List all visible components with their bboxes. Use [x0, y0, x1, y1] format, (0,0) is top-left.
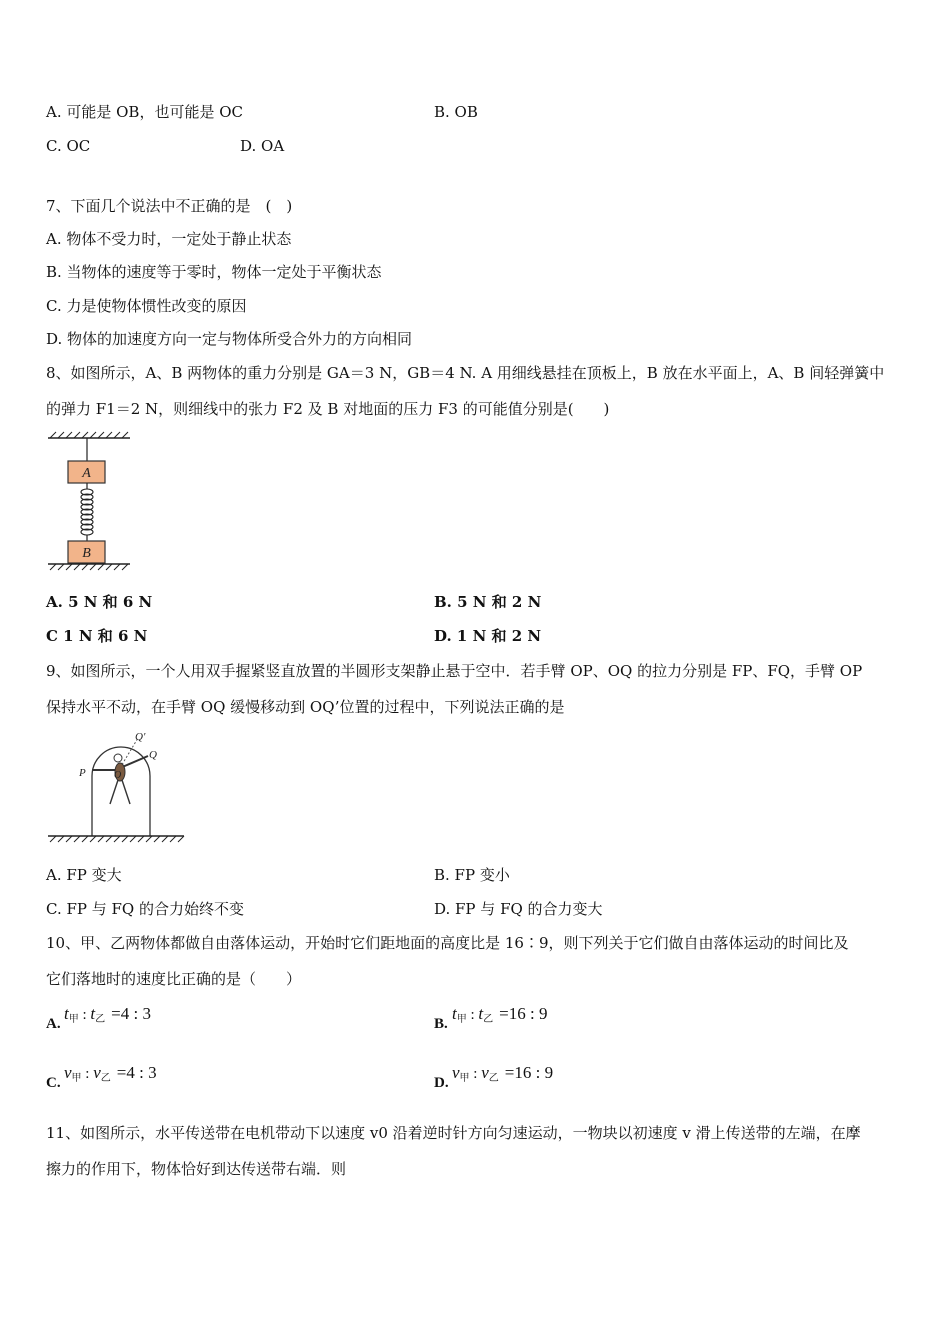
q11-stem-line2: 擦力的作用下，物体恰好到达传送带右端．则	[46, 1160, 347, 1178]
q10-option-d-label: D.	[434, 1075, 449, 1091]
label-q: Q	[149, 749, 157, 761]
q10-option-a-label: A.	[46, 1016, 61, 1032]
q10-option-c-formula: $v_甲$ : $v_乙 =4$ : 3	[64, 1063, 157, 1084]
q8-option-a: A. 5 N 和 6 N	[46, 593, 153, 611]
label-o: O	[114, 770, 122, 781]
q9-stem-line2: 保持水平不动，在手臂 OQ 缓慢移动到 OQ’位置的过程中，下列说法正确的是	[46, 698, 565, 716]
q8-stem-line2: 的弹力 F1＝2 N，则细线中的张力 F2 及 B 对地面的压力 F3 的可能值分别是( )	[46, 400, 610, 418]
spring	[81, 489, 93, 535]
q6-option-a: A. 可能是 OB，也可能是 OC	[46, 103, 244, 121]
q8-option-d: D. 1 N 和 2 N	[434, 627, 542, 645]
q10-option-b-formula: $t_甲$ : $t_乙 =16$ : 9	[452, 1004, 548, 1025]
q8-option-b: B. 5 N 和 2 N	[434, 593, 542, 611]
q9-option-a: A. FP 变大	[46, 866, 122, 884]
q9-bracket-figure	[44, 728, 188, 846]
q10-option-b-label: B.	[434, 1016, 448, 1032]
block-a-label: A	[82, 466, 91, 481]
q10-stem-line1: 10、甲、乙两物体都做自由落体运动，开始时它们距地面的高度比是 16∶9，则下列关于它们做自由落体运动的时间比及	[46, 934, 849, 952]
q9-option-d: D. FP 与 FQ 的合力变大	[434, 900, 603, 918]
q11-stem-line1: 11、如图所示，水平传送带在电机带动下以速度 v0 沿着逆时针方向匀速运动，一物块以初速度 v 滑上传送带的左端，在摩	[46, 1124, 861, 1142]
q10-option-d-formula: $v_甲$ : $v_乙 =16$ : 9	[452, 1063, 554, 1084]
q8-option-c: C 1 N 和 6 N	[46, 627, 148, 645]
label-p: P	[79, 767, 86, 779]
block-b-label: B	[82, 546, 91, 561]
q7-option-b: B. 当物体的速度等于零时，物体一定处于平衡状态	[46, 263, 382, 281]
q6-option-d: D. OA	[240, 137, 285, 155]
q6-option-b: B. OB	[434, 103, 478, 121]
q8-stem-line1: 8、如图所示，A、B 两物体的重力分别是 GA＝3 N，GB＝4 N. A 用细线悬挂在顶板上，B 放在水平面上，A、B 间轻弹簧中	[46, 364, 885, 382]
q9-stem-line1: 9、如图所示，一个人用双手握紧竖直放置的半圆形支架静止悬于空中．若手臂 OP、OQ 的拉力分别是 FP、FQ，手臂 OP	[46, 662, 863, 680]
label-q-prime: Q'	[135, 731, 146, 743]
q6-option-c: C. OC	[46, 137, 91, 155]
q7-stem: 7、下面几个说法中不正确的是 ( )	[46, 197, 293, 215]
q9-option-c: C. FP 与 FQ 的合力始终不变	[46, 900, 244, 918]
q10-option-c-label: C.	[46, 1075, 61, 1091]
q9-option-b: B. FP 变小	[434, 866, 510, 884]
q7-option-c: C. 力是使物体惯性改变的原因	[46, 297, 247, 315]
q7-option-a: A. 物体不受力时，一定处于静止状态	[46, 230, 292, 248]
q10-option-a-formula: $t_甲$ : $t_乙 =4$ : 3	[64, 1004, 151, 1025]
q8-spring-figure	[44, 428, 136, 576]
q7-option-d: D. 物体的加速度方向一定与物体所受合外力的方向相同	[46, 330, 413, 348]
person-head	[114, 754, 122, 762]
q10-stem-line2: 它们落地时的速度比正确的是（ ）	[46, 970, 302, 988]
